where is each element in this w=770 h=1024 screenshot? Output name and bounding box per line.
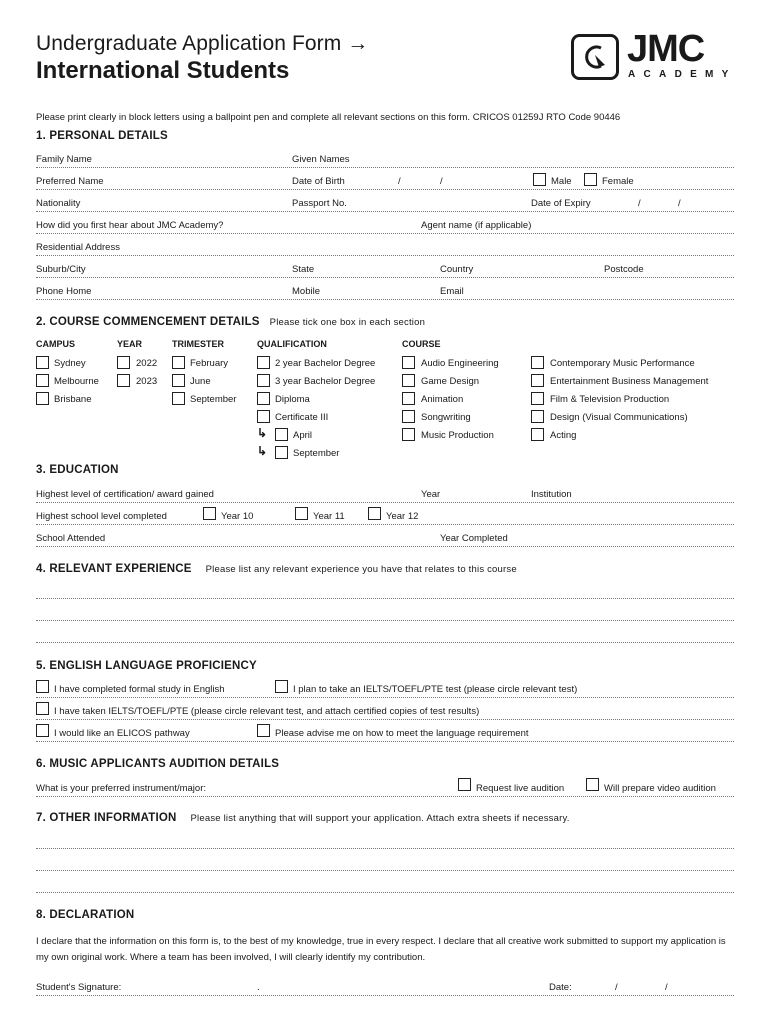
female-checkbox[interactable] xyxy=(584,173,597,186)
section-education-heading: 3. EDUCATION xyxy=(36,464,119,476)
other-heading-text: 7. OTHER INFORMATION xyxy=(36,812,177,824)
male-label: Male xyxy=(551,176,572,187)
english-line-2 xyxy=(36,719,734,720)
course-ebm-label: Entertainment Business Management xyxy=(550,376,709,387)
school-attended-line[interactable] xyxy=(36,546,734,547)
expiry-label: Date of Expiry xyxy=(531,198,591,209)
logo-mark-icon xyxy=(571,34,623,82)
english-elicos-checkbox[interactable] xyxy=(36,724,49,737)
live-audition-checkbox[interactable] xyxy=(458,778,471,791)
section-english-heading: 5. ENGLISH LANGUAGE PROFICIENCY xyxy=(36,660,257,672)
year11-checkbox[interactable] xyxy=(295,507,308,520)
experience-heading-text: 4. RELEVANT EXPERIENCE xyxy=(36,563,192,575)
nationality-line[interactable] xyxy=(36,211,734,212)
state-label: State xyxy=(292,264,315,275)
intro-text: Please print clearly in block letters using a ballpoint pen and complete all relevant sections on this form. CRICOS 01259J RTO Code 90446 xyxy=(36,112,621,123)
female-label: Female xyxy=(602,176,634,187)
trimester-february-label: February xyxy=(190,358,229,369)
instrument-line[interactable] xyxy=(36,796,734,797)
english-elicos-label: I would like an ELICOS pathway xyxy=(54,728,190,739)
year11-label: Year 11 xyxy=(313,511,345,522)
video-audition-checkbox[interactable] xyxy=(586,778,599,791)
given-names-label: Given Names xyxy=(292,154,350,165)
other-line-1[interactable] xyxy=(36,848,734,849)
section-music-heading: 6. MUSIC APPLICANTS AUDITION DETAILS xyxy=(36,758,280,770)
family-name-label: Family Name xyxy=(36,154,92,165)
english-plan-test-checkbox[interactable] xyxy=(275,680,288,693)
year-2023-label: 2023 xyxy=(136,376,158,387)
campus-brisbane-checkbox[interactable] xyxy=(36,392,49,405)
course-cmp-label: Contemporary Music Performance xyxy=(550,358,695,369)
experience-line-3[interactable] xyxy=(36,642,734,643)
course-music-production-checkbox[interactable] xyxy=(402,428,415,441)
campus-sydney-label: Sydney xyxy=(54,358,86,369)
course-game-checkbox[interactable] xyxy=(402,374,415,387)
cert-april-checkbox[interactable] xyxy=(275,428,288,441)
col-year: YEAR xyxy=(117,339,143,349)
year-2022-label: 2022 xyxy=(136,358,158,369)
highest-cert-label: Highest level of certification/ award gained xyxy=(36,489,214,500)
course-design-label: Design (Visual Communications) xyxy=(550,412,688,423)
video-audition-label: Will prepare video audition xyxy=(604,783,716,794)
suburb-line[interactable] xyxy=(36,277,734,278)
logo-subtext: ACADEMY xyxy=(628,69,737,80)
course-note: Please tick one box in each section xyxy=(269,317,426,328)
course-film-label: Film & Television Production xyxy=(550,394,670,405)
hear-line[interactable] xyxy=(36,233,734,234)
arrow-april-icon: ↳ xyxy=(257,426,268,440)
english-line-1 xyxy=(36,697,734,698)
english-plan-test-label: I plan to take an IELTS/TOEFL/PTE test (please circle relevant test) xyxy=(293,684,578,695)
highest-cert-line[interactable] xyxy=(36,502,734,503)
phone-label: Phone Home xyxy=(36,286,92,297)
form-title: Undergraduate Application Form → xyxy=(36,32,369,55)
other-line-3[interactable] xyxy=(36,892,734,893)
course-design-checkbox[interactable] xyxy=(531,410,544,423)
form-subtitle: International Students xyxy=(36,57,290,84)
course-audio-checkbox[interactable] xyxy=(402,356,415,369)
hear-label: How did you first hear about JMC Academy? xyxy=(36,220,224,231)
english-line-3 xyxy=(36,741,734,742)
trimester-september-label: September xyxy=(190,394,237,405)
school-attended-label: School Attended xyxy=(36,533,106,544)
qual-cert3-checkbox[interactable] xyxy=(257,410,270,423)
course-animation-label: Animation xyxy=(421,394,464,405)
course-music-production-label: Music Production xyxy=(421,430,494,441)
cert-september-label: September xyxy=(293,448,340,459)
signature-period: . xyxy=(257,982,260,993)
address-label: Residential Address xyxy=(36,242,120,253)
year10-label: Year 10 xyxy=(221,511,254,522)
course-ebm-checkbox[interactable] xyxy=(531,374,544,387)
expiry-slash-2: / xyxy=(678,198,681,209)
mobile-label: Mobile xyxy=(292,286,320,297)
trimester-february-checkbox[interactable] xyxy=(172,356,185,369)
col-qualification: QUALIFICATION xyxy=(257,339,327,349)
qual-2yr-label: 2 year Bachelor Degree xyxy=(275,358,376,369)
instrument-label: What is your preferred instrument/major: xyxy=(36,783,207,794)
english-taken-test-checkbox[interactable] xyxy=(36,702,49,715)
logo-text: JMC xyxy=(627,28,705,70)
declaration-text: I declare that the information on this form is, to the best of my knowledge, true in every respect. I declare that all creative work submitted to support my application is my own original work. Where a team has been involved, I will clearly identify my contribution. xyxy=(36,936,726,963)
course-film-checkbox[interactable] xyxy=(531,392,544,405)
live-audition-label: Request live audition xyxy=(476,783,565,794)
campus-melbourne-label: Melbourne xyxy=(54,376,99,387)
dob-slash-2: / xyxy=(440,176,443,187)
qual-3yr-label: 3 year Bachelor Degree xyxy=(275,376,376,387)
section-declaration-heading: 8. DECLARATION xyxy=(36,909,135,921)
other-note: Please list anything that will support your application. Attach extra sheets if necessary. xyxy=(190,813,570,824)
col-trimester: TRIMESTER xyxy=(172,339,225,349)
male-checkbox[interactable] xyxy=(533,173,546,186)
course-audio-label: Audio Engineering xyxy=(421,358,499,369)
year-2023-checkbox[interactable] xyxy=(117,374,130,387)
col-course: COURSE xyxy=(402,339,441,349)
course-game-label: Game Design xyxy=(421,376,480,387)
jmc-logo xyxy=(571,28,739,82)
country-label: Country xyxy=(440,264,474,275)
year12-label: Year 12 xyxy=(386,511,419,522)
other-line-2[interactable] xyxy=(36,870,734,871)
cert-september-checkbox[interactable] xyxy=(275,446,288,459)
expiry-slash-1: / xyxy=(638,198,641,209)
phone-line[interactable] xyxy=(36,299,734,300)
dob-slash-1: / xyxy=(398,176,401,187)
cert-april-label: April xyxy=(293,430,313,441)
passport-label: Passport No. xyxy=(292,198,347,209)
nationality-label: Nationality xyxy=(36,198,81,209)
date-label: Date: xyxy=(549,982,572,993)
address-line[interactable] xyxy=(36,255,734,256)
course-acting-checkbox[interactable] xyxy=(531,428,544,441)
trimester-september-checkbox[interactable] xyxy=(172,392,185,405)
english-advise-checkbox[interactable] xyxy=(257,724,270,737)
section-personal-heading: 1. PERSONAL DETAILS xyxy=(36,130,168,142)
qual-diploma-checkbox[interactable] xyxy=(257,392,270,405)
qual-2yr-checkbox[interactable] xyxy=(257,356,270,369)
year-2022-checkbox[interactable] xyxy=(117,356,130,369)
signature-label: Student's Signature: xyxy=(36,982,122,993)
postcode-label: Postcode xyxy=(604,264,644,275)
preferred-dob-line[interactable] xyxy=(36,189,734,190)
highest-school-label: Highest school level completed xyxy=(36,511,167,522)
dob-label: Date of Birth xyxy=(292,176,345,187)
course-acting-label: Acting xyxy=(550,430,577,441)
course-animation-checkbox[interactable] xyxy=(402,392,415,405)
preferred-name-label: Preferred Name xyxy=(36,176,104,187)
course-cmp-checkbox[interactable] xyxy=(531,356,544,369)
date-slash-1: / xyxy=(615,982,618,993)
date-slash-2: / xyxy=(665,982,668,993)
experience-line-1[interactable] xyxy=(36,598,734,599)
email-label: Email xyxy=(440,286,464,297)
qual-diploma-label: Diploma xyxy=(275,394,310,405)
course-heading-text: 2. COURSE COMMENCEMENT DETAILS xyxy=(36,316,260,328)
trimester-june-checkbox[interactable] xyxy=(172,374,185,387)
arrow-september-icon: ↳ xyxy=(257,444,268,458)
signature-line[interactable] xyxy=(36,995,734,996)
suburb-label: Suburb/City xyxy=(36,264,86,275)
qual-3yr-checkbox[interactable] xyxy=(257,374,270,387)
section-course-heading xyxy=(36,316,425,328)
english-taken-test-label: I have taken IELTS/TOEFL/PTE (please circle relevant test, and attach certified copies of test results) xyxy=(54,706,480,717)
course-songwriting-checkbox[interactable] xyxy=(402,410,415,423)
institution-label: Institution xyxy=(531,489,572,500)
experience-note: Please list any relevant experience you have that relates to this course xyxy=(205,564,517,575)
english-formal-study-label: I have completed formal study in English xyxy=(54,684,225,695)
family-given-line[interactable] xyxy=(36,167,734,168)
english-advise-label: Please advise me on how to meet the language requirement xyxy=(275,728,529,739)
qual-cert3-label: Certificate III xyxy=(275,412,329,423)
trimester-june-label: June xyxy=(190,376,211,387)
year12-checkbox[interactable] xyxy=(368,507,381,520)
campus-brisbane-label: Brisbane xyxy=(54,394,92,405)
campus-sydney-checkbox[interactable] xyxy=(36,356,49,369)
agent-label: Agent name (if applicable) xyxy=(421,220,532,231)
cert-year-label: Year xyxy=(421,489,441,500)
experience-line-2[interactable] xyxy=(36,620,734,621)
highest-school-line[interactable] xyxy=(36,524,734,525)
course-songwriting-label: Songwriting xyxy=(421,412,471,423)
year-completed-label: Year Completed xyxy=(440,533,508,544)
year10-checkbox[interactable] xyxy=(203,507,216,520)
section-other-heading xyxy=(36,812,570,824)
english-formal-study-checkbox[interactable] xyxy=(36,680,49,693)
col-campus: CAMPUS xyxy=(36,339,76,349)
section-experience-heading xyxy=(36,563,517,575)
campus-melbourne-checkbox[interactable] xyxy=(36,374,49,387)
